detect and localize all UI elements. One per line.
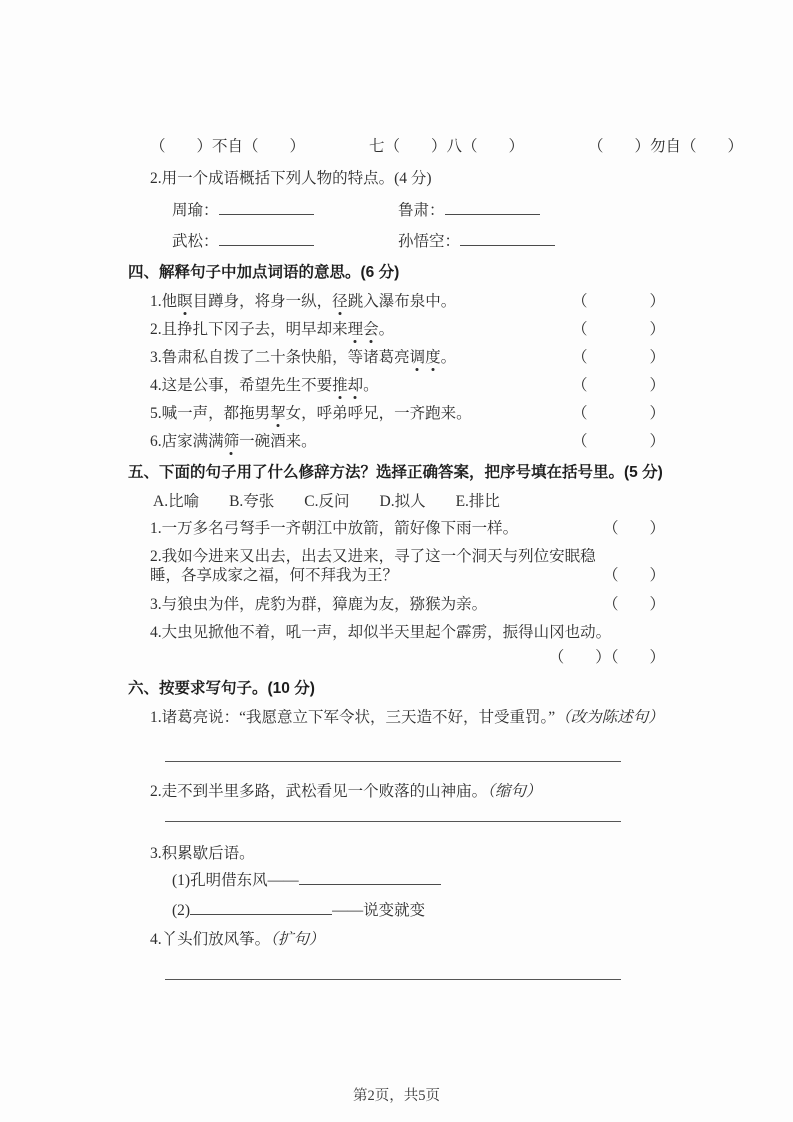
explain-item-3 xyxy=(128,348,665,367)
idiom-blank-1: （ ）不自（ ） xyxy=(150,138,306,155)
answer-brackets: （ ） xyxy=(602,520,665,537)
explain-item-4 xyxy=(128,376,665,395)
option-c: C.反问 xyxy=(304,493,350,510)
emphasized-character: 瞑 xyxy=(177,293,193,310)
option-e: E.排比 xyxy=(455,493,500,510)
xiehouyu-item-label: 3.积累歇后语。 xyxy=(150,845,255,862)
explain-item-1 xyxy=(128,292,665,311)
name-blank-sunwukong xyxy=(398,231,624,251)
name-label: 鲁肃： xyxy=(398,202,445,219)
name-blank-lusu xyxy=(398,200,624,220)
sentence-text: 2.我如今进来又出去，出去又进来，寻了这一个洞天与列位安眠稳睡，各享成家之福，何不拜我为王？ xyxy=(150,548,596,584)
page-number-footer: 第2页，共5页 xyxy=(353,1088,440,1104)
emphasized-character: 筛 xyxy=(223,433,240,450)
sub-item-text: (2) xyxy=(172,902,191,919)
answer-brackets: （ ） xyxy=(571,433,665,450)
section-5-heading: 五、下面的句子用了什么修辞方法？选择正确答案，把序号填在括号里。(5 分) xyxy=(128,464,663,481)
emphasized-character: 径 xyxy=(332,293,348,310)
answer-line xyxy=(165,821,621,822)
expand-item-4 xyxy=(128,930,665,949)
emphasized-character: 理 xyxy=(347,321,364,338)
rhetoric-item-4 xyxy=(128,623,665,642)
instruction-hint: （改为陈述句） xyxy=(555,709,664,726)
sentence-text: 5.喊一声，都拖男挈女，呼弟呼兄，一齐跑来。 xyxy=(150,405,472,422)
page-content xyxy=(128,137,744,980)
sentence-text: 1.一万多名弓弩手一齐朝江中放箭，箭好像下雨一样。 xyxy=(150,520,519,537)
idiom-blank-3: （ ）勿自（ ） xyxy=(588,138,744,155)
emphasized-character: 调 xyxy=(409,349,426,366)
instruction-hint: （扩句） xyxy=(270,931,325,948)
sub-item-text: (1)孔明借东风—— xyxy=(172,872,299,889)
character-names-row-2 xyxy=(128,231,665,251)
sentence-text: 4.这是公事，希望先生不要推却。 xyxy=(150,377,379,394)
emphasized-character: 会 xyxy=(363,321,379,338)
answer-line xyxy=(165,979,621,980)
name-label: 孙悟空： xyxy=(398,233,461,250)
sentence-text: 3.与狼虫为伴，虎豹为群，獐鹿为友，猕猴为亲。 xyxy=(150,596,488,613)
answer-blank xyxy=(190,900,332,915)
answer-brackets: （ ） xyxy=(571,377,665,394)
section-6-heading: 六、按要求写句子。(10 分) xyxy=(128,680,315,697)
xiehouyu-sub-1 xyxy=(128,870,665,890)
rewrite-item-2 xyxy=(128,782,665,801)
rhetoric-item-3 xyxy=(128,595,665,614)
answer-blank xyxy=(445,200,540,215)
sentence-text: 2.且挣扎下冈子去，明早却来理会。 xyxy=(150,321,395,338)
answer-brackets: （ ） xyxy=(571,321,665,338)
answer-line xyxy=(165,761,621,762)
sub-item-text: ——说变就变 xyxy=(332,902,426,919)
emphasized-character: 度 xyxy=(425,349,441,366)
rhetoric-item-2 xyxy=(128,547,665,585)
rewrite-item-1 xyxy=(128,708,665,727)
option-a: A.比喻 xyxy=(153,493,200,510)
answer-brackets: （ ） xyxy=(571,405,665,422)
name-label: 武松： xyxy=(172,233,219,250)
sentence-text: 4.丫头们放风筝。 xyxy=(150,931,271,948)
instruction-hint: （缩句） xyxy=(487,783,542,800)
answer-brackets: （ ） xyxy=(602,596,665,613)
answer-brackets: （ ） xyxy=(602,567,665,584)
option-b: B.夸张 xyxy=(229,493,275,510)
sentence-text: 4.大虫见掀他不着，吼一声，却似半天里起个霹雳，振得山冈也动。 xyxy=(150,624,612,641)
emphasized-character: 推 xyxy=(332,377,348,394)
sentence-text: 6.店家满满筛一碗酒来。 xyxy=(150,433,317,450)
explain-item-5 xyxy=(128,404,665,423)
answer-blank xyxy=(460,231,555,246)
idiom-fill-blanks-row xyxy=(128,137,744,156)
answer-brackets: （ ） xyxy=(571,293,665,310)
answer-brackets: （ ） xyxy=(571,349,665,366)
name-blank-wusong xyxy=(172,231,398,251)
rhetoric-item-1 xyxy=(128,519,665,538)
section-4-heading: 四、解释句子中加点词语的意思。(6 分) xyxy=(128,264,400,281)
xiehouyu-sub-2 xyxy=(128,900,665,920)
name-label: 周瑜： xyxy=(172,202,219,219)
option-d: D.拟人 xyxy=(379,493,426,510)
character-names-row-1 xyxy=(128,200,665,220)
emphasized-character: 却 xyxy=(347,377,364,394)
explain-item-2 xyxy=(128,320,665,339)
sentence-text: 1.诸葛亮说：“我愿意立下军令状，三天造不好，甘受重罚。” xyxy=(150,709,556,726)
rhetoric-options-row xyxy=(128,492,665,511)
sentence-text: 2.走不到半里多路，武松看见一个败落的山神庙。 xyxy=(150,783,488,800)
rhetoric-item-4-brackets: （ ）（ ） xyxy=(548,649,665,666)
question-2-label: 2.用一个成语概括下列人物的特点。(4 分) xyxy=(150,170,432,187)
answer-blank xyxy=(219,231,314,246)
explain-item-6 xyxy=(128,432,665,451)
answer-blank xyxy=(299,870,441,885)
idiom-blank-2: 七（ ）八（ ） xyxy=(369,138,525,155)
sentence-text: 1.他瞑目蹲身，将身一纵，径跳入瀑布泉中。 xyxy=(150,293,457,310)
answer-blank xyxy=(219,200,314,215)
name-blank-zhouyu xyxy=(172,200,398,220)
sentence-text: 3.鲁肃私自拨了二十条快船，等诸葛亮调度。 xyxy=(150,349,457,366)
emphasized-character: 挈 xyxy=(270,405,286,422)
